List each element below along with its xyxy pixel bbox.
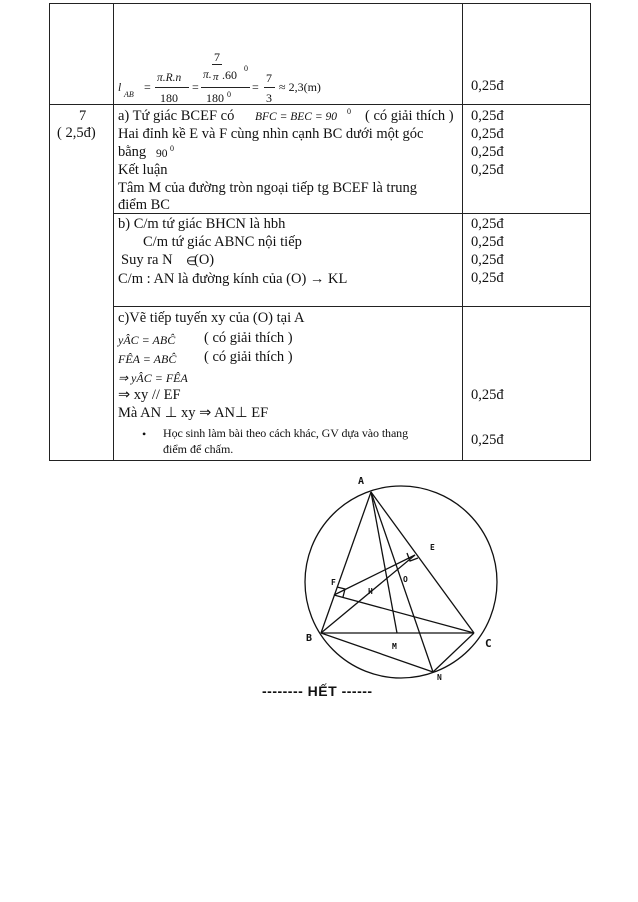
part-a-score-2: 0,25đ	[471, 126, 504, 142]
segment-ac	[371, 492, 474, 633]
segment-an	[371, 492, 433, 672]
part-b-line-2: C/m tứ giác ABNC nội tiếp	[143, 234, 302, 250]
part-b-score-2: 0,25đ	[471, 234, 504, 250]
part-c-eq-2: FÊA = ABĈ	[118, 352, 177, 366]
bullet-icon: •	[142, 427, 147, 441]
part-a-angle-equation: BFC = BEC = 90	[255, 111, 337, 123]
part-c-score-1: 0,25đ	[471, 387, 504, 403]
part-a-score-4: 0,25đ	[471, 162, 504, 178]
part-a-deg: 90	[156, 148, 168, 160]
part-b-score-3: 0,25đ	[471, 252, 504, 268]
row0-score: 0,25đ	[471, 78, 504, 94]
end-marker: -------- HẾT ------	[262, 683, 373, 699]
label-n: N	[437, 673, 442, 682]
part-a-line-6: điểm BC	[118, 197, 170, 213]
formula-f1-num: π.R.n	[157, 72, 182, 84]
part-b-line-4: C/m : AN là đường kính của (O) → KL	[118, 271, 348, 287]
label-f: F	[331, 578, 336, 587]
part-c-eq-3: ⇒ yÂC = FÊA	[118, 371, 188, 385]
formula-f3-den: 3	[266, 91, 272, 105]
label-b: B	[306, 633, 313, 644]
part-c-line-4: ⇒ xy // EF	[118, 387, 181, 403]
formula-f2-deg: .60	[222, 68, 237, 82]
formula-f2-deg-sup: 0	[244, 64, 248, 73]
question-points: ( 2,5đ)	[57, 125, 96, 141]
segment-bn	[321, 633, 433, 672]
label-c: C	[485, 637, 492, 650]
part-b-score-4: 0,25đ	[471, 270, 504, 286]
formula-f2-den-sup: 0	[227, 90, 231, 99]
part-b-line-1: b) C/m tứ giác BHCN là hbh	[118, 216, 286, 232]
part-b-line-3: Suy ra N	[121, 252, 173, 268]
formula-eq-3: =	[252, 80, 259, 94]
part-a-line-4: Kết luận	[118, 162, 168, 178]
part-a-line-5: Tâm M của đường tròn ngoại tiếp tg BCEF là trung	[118, 180, 418, 196]
part-c-eq-1: yÂC = ABĈ	[118, 333, 176, 347]
formula-lhs: l	[118, 82, 122, 94]
part-a-line-3: bằng	[118, 144, 147, 160]
formula-f3-num: 7	[266, 71, 272, 85]
label-m: M	[392, 642, 397, 651]
part-b-in-symbol: ∈	[186, 254, 197, 268]
segment-ah	[371, 492, 397, 633]
part-c-note-line-1: Học sinh làm bài theo cách khác, GV dựa vào thang	[163, 426, 408, 440]
part-b-score-1: 0,25đ	[471, 216, 504, 232]
label-e: E	[430, 543, 435, 552]
formula-eq-1: =	[144, 80, 151, 94]
part-a-score-1: 0,25đ	[471, 108, 504, 124]
question-number: 7	[79, 108, 87, 124]
part-a-angle-sup: 0	[347, 107, 351, 116]
altitude-cf	[334, 595, 474, 633]
part-c-score-2: 0,25đ	[471, 432, 504, 448]
part-c-eq-1-note: ( có giải thích )	[204, 330, 293, 346]
segment-cn	[433, 633, 474, 672]
part-a-score-3: 0,25đ	[471, 144, 504, 160]
part-a-line-1: a) Tứ giác BCEF có	[118, 108, 235, 124]
part-c-note-line-2: điểm để chấm.	[163, 442, 234, 456]
formula-f2-pi: π.	[203, 69, 212, 81]
formula-f2-inner-den: π	[213, 71, 219, 83]
formula-f2-den: 180	[206, 91, 224, 105]
label-o: O	[403, 575, 408, 584]
formula-result: ≈ 2,3(m)	[279, 80, 321, 94]
formula-lhs-sub: AB	[124, 90, 134, 99]
part-a-deg-sup: 0	[170, 144, 174, 153]
label-a: A	[358, 476, 365, 487]
part-c-eq-2-note: ( có giải thích )	[204, 349, 293, 365]
part-c-line-5: Mà AN ⊥ xy ⇒ AN⊥ EF	[118, 405, 269, 421]
label-h: H	[368, 587, 373, 596]
formula-eq-2: =	[192, 80, 199, 94]
part-a-explain: ( có giải thích )	[365, 108, 454, 124]
part-b-circle-o: (O)	[194, 252, 215, 268]
formula-f1-den: 180	[160, 91, 178, 105]
formula-f2-top: 7	[214, 50, 220, 64]
part-c-title: c)Vẽ tiếp tuyến xy của (O) tại A	[118, 310, 305, 326]
part-a-line-2: Hai đỉnh kề E và F cùng nhìn cạnh BC dưới một góc	[118, 126, 424, 142]
